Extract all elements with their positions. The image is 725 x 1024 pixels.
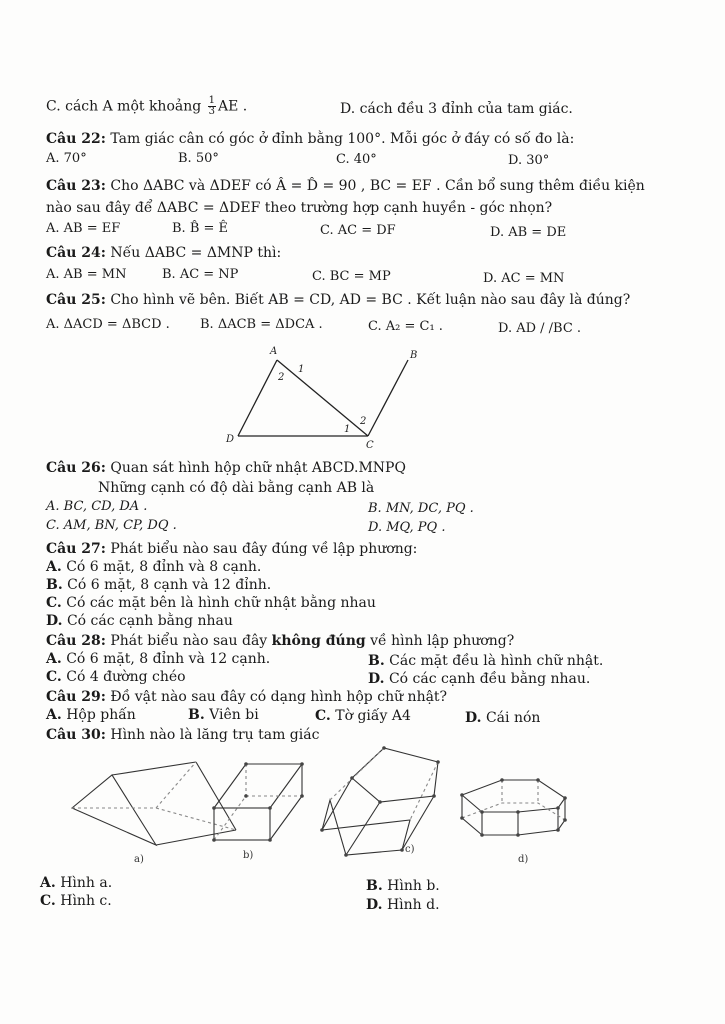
segment-ac	[277, 360, 368, 436]
q22-option-c[interactable]: C. 40°	[336, 152, 377, 167]
question-23: Câu 23: Cho ΔABC và ΔDEF có Â = D̂ = 90 , BC = EF . Cần bổ sung thêm điều kiện	[46, 178, 645, 194]
angle-a1: 1	[298, 364, 305, 375]
q30-option-c[interactable]: C. Hình c.	[40, 893, 112, 909]
q26-option-b[interactable]: B. MN, DC, PQ .	[368, 501, 474, 516]
angle-a2: 2	[278, 372, 285, 383]
caption-a: a)	[134, 854, 144, 865]
q22-option-d[interactable]: D. 30°	[508, 153, 550, 168]
q24-option-c[interactable]: C. BC = MP	[312, 269, 391, 284]
q30-option-b[interactable]: B. Hình b.	[366, 878, 440, 894]
q30-option-a[interactable]: A. Hình a.	[40, 875, 113, 891]
label-b: B	[410, 350, 418, 361]
q30-option-d[interactable]: D. Hình d.	[366, 897, 440, 913]
question-28: Câu 28: Phát biểu nào sau đây không đúng về hình lập phương?	[46, 633, 515, 649]
q22-option-b[interactable]: B. 50°	[178, 151, 219, 166]
q28-option-c[interactable]: C. Có 4 đường chéo	[46, 669, 186, 685]
question-26: Câu 26: Quan sát hình hộp chữ nhật ABCD.MNPQ	[46, 460, 406, 476]
angle-c1: 1	[344, 424, 351, 435]
segment-ad	[238, 360, 277, 436]
q26-option-d[interactable]: D. MQ, PQ .	[368, 520, 446, 535]
q25-option-d[interactable]: D. AD / /BC .	[498, 321, 582, 336]
q25-option-b[interactable]: B. ΔACB = ΔDCA .	[200, 317, 323, 332]
q24-option-a[interactable]: A. AB = MN	[46, 267, 127, 282]
q26-option-c[interactable]: C. AM, BN, CP, DQ .	[46, 518, 177, 533]
q29-option-d[interactable]: D. Cái nón	[465, 710, 541, 726]
caption-b: b)	[243, 850, 254, 861]
q29-option-b[interactable]: B. Viên bi	[188, 707, 259, 723]
q22-option-a[interactable]: A. 70°	[46, 151, 87, 166]
question-24: Câu 24: Nếu ΔABC = ΔMNP thì:	[46, 245, 282, 261]
figure-b-box	[214, 764, 302, 840]
q27-option-b[interactable]: B. Có 6 mặt, 8 cạnh và 12 đỉnh.	[46, 577, 272, 593]
figure-a-triangular-prism	[72, 762, 236, 845]
question-30: Câu 30: Hình nào là lăng trụ tam giác	[46, 727, 320, 743]
caption-d: d)	[518, 854, 529, 865]
q25-option-a[interactable]: A. ΔACD = ΔBCD .	[46, 317, 170, 332]
q26-option-a[interactable]: A. BC, CD, DA .	[46, 499, 148, 514]
question-26-line2: Những cạnh có độ dài bằng cạnh AB là	[98, 480, 375, 496]
question-27: Câu 27: Phát biểu nào sau đây đúng về lập phương:	[46, 541, 418, 557]
question-23-line2: nào sau đây để ΔABC = ΔDEF theo trường hợp cạnh huyền - góc nhọn?	[46, 200, 553, 216]
q27-option-d[interactable]: D. Có các cạnh bằng nhau	[46, 613, 233, 629]
q28-option-d[interactable]: D. Có các cạnh đều bằng nhau.	[368, 671, 591, 687]
q28-option-b[interactable]: B. Các mặt đều là hình chữ nhật.	[368, 653, 604, 669]
label-a: A	[270, 346, 278, 357]
q25-option-c[interactable]: C. A₂ = C₁ .	[368, 319, 443, 334]
q27-option-a[interactable]: A. Có 6 mặt, 8 đỉnh và 8 cạnh.	[46, 559, 262, 575]
q24-option-b[interactable]: B. AC = NP	[162, 267, 239, 282]
label-c: C	[366, 440, 374, 451]
question-25: Câu 25: Cho hình vẽ bên. Biết AB = CD, AD = BC . Kết luận nào sau đây là đúng?	[46, 292, 631, 308]
question-22: Câu 22: Tam giác cân có góc ở đỉnh bằng 100°. Mỗi góc ở đáy có số đo là:	[46, 131, 575, 147]
option-d-prev: D. cách đều 3 đỉnh của tam giác.	[340, 101, 573, 117]
figure-d-hexagonal-prism	[462, 780, 565, 835]
q27-option-c[interactable]: C. Có các mặt bên là hình chữ nhật bằng nhau	[46, 595, 376, 611]
q29-option-c[interactable]: C. Tờ giấy A4	[315, 708, 411, 724]
angle-c2: 2	[360, 416, 367, 427]
option-c-prev: C. cách A một khoảng $\frac{1}{3}$ AE .	[46, 95, 248, 117]
q29-option-a[interactable]: A. Hộp phấn	[46, 707, 136, 723]
figure-c-pentagonal-prism	[322, 748, 438, 855]
q23-option-b[interactable]: B. B̂ = Ê	[172, 221, 229, 236]
q23-option-a[interactable]: A. AB = EF	[46, 221, 121, 236]
q23-option-c[interactable]: C. AC = DF	[320, 223, 396, 238]
segment-cb	[368, 360, 408, 436]
q23-option-d[interactable]: D. AB = DE	[490, 225, 567, 240]
fraction-one-third: $\frac{1}{3}$	[208, 95, 216, 117]
q28-option-a[interactable]: A. Có 6 mặt, 8 đỉnh và 12 cạnh.	[46, 651, 271, 667]
q24-option-d[interactable]: D. AC = MN	[483, 271, 565, 286]
label-d: D	[226, 434, 235, 445]
caption-c: c)	[405, 844, 415, 855]
question-29: Câu 29: Đồ vật nào sau đây có dạng hình hộp chữ nhật?	[46, 689, 448, 705]
